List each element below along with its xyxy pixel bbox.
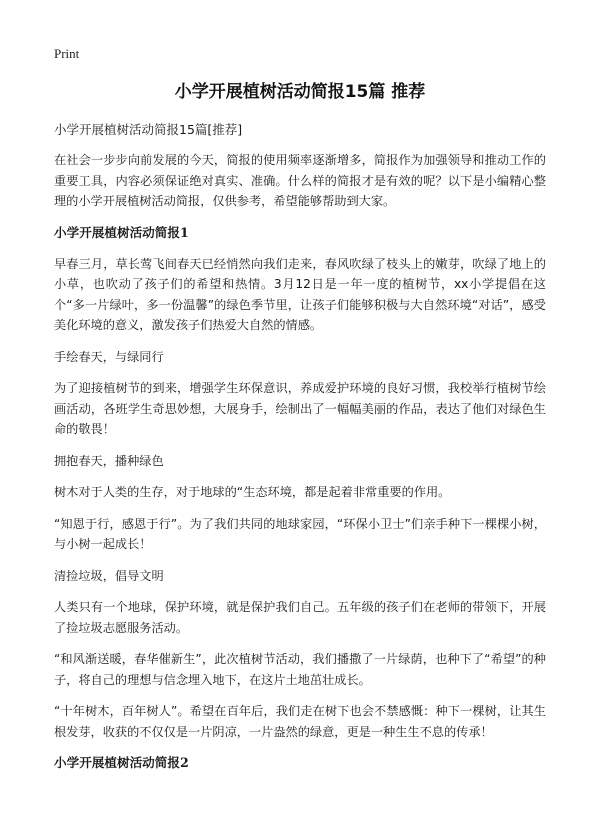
document-body: [54, 150, 546, 784]
section1-paragraph-5: 人类只有一个地球，保护环境，就是保护我们自己。五年级的孩子们在老师的带领下，开展了捡垃圾志愿服务活动。: [54, 600, 546, 635]
section1-paragraph-1: 早春三月，草长莺飞间春天已经悄然向我们走来，春风吹绿了枝头上的嫩芽，吹绿了地上的小草，也吹动了孩子们的希望和热情。3月12日是一年一度的植树节，xx小学提倡在这个“多一片绿叶，多一份温馨”的绿色季节里，让孩子们能够积极与大自然环境“对话”，感受美化环境的意义，激发孩子们热爱大自然的情感。: [54, 256, 546, 332]
section1-subheading-3: 清捡垃圾，倡导文明: [54, 568, 164, 583]
section1-paragraph-4: “知恩于行，感恩于行”。为了我们共同的地球家园，“环保小卫士”们亲手种下一棵棵小树，与小树一起成长！: [54, 516, 546, 551]
section1-paragraph-6: “和风渐送暖，春华催新生”，此次植树节活动，我们播撒了一片绿荫，也种下了“希望”的种子，将自己的理想与信念埋入地下，在这片土地茁壮成长。: [54, 652, 546, 687]
section1-subheading-1: 手绘春天，与绿同行: [54, 349, 164, 364]
document-subtitle: 小学开展植树活动简报15篇[推荐]: [54, 122, 243, 137]
page-title: 小学开展植树活动简报15篇 推荐: [174, 82, 426, 102]
section-heading-1: 小学开展植树活动简报1: [54, 224, 189, 240]
section1-paragraph-2: 为了迎接植树节的到来，增强学生环保意识，养成爱护环境的良好习惯，我校举行植树节绘画活动，各班学生奇思妙想，大展身手，绘制出了一幅幅美丽的作品，表达了他们对绿色生命的敬畏！: [54, 381, 546, 436]
section1-paragraph-7: “十年树木，百年树人”。希望在百年后，我们走在树下也会不禁感慨：种下一棵树，让其生根发芽，收获的不仅仅是一片阴凉，一片盎然的绿意，更是一种生生不息的传承！: [54, 704, 546, 739]
section1-subheading-2: 拥抱春天，播种绿色: [54, 453, 164, 468]
section1-paragraph-3: 树木对于人类的生存，对于地球的“生态环境，都是起着非常重要的作用。: [54, 485, 451, 499]
print-link[interactable]: Print: [54, 46, 80, 61]
intro-paragraph: 在社会一步步向前发展的今天，简报的使用频率逐渐增多，简报作为加强领导和推动工作的重要工具，内容必须保证绝对真实、准确。什么样的简报才是有效的呢？以下是小编精心整理的小学开展植树活动简报，仅供参考，希望能够帮助到大家。: [54, 153, 546, 208]
section-heading-2: 小学开展植树活动简报2: [54, 755, 189, 770]
